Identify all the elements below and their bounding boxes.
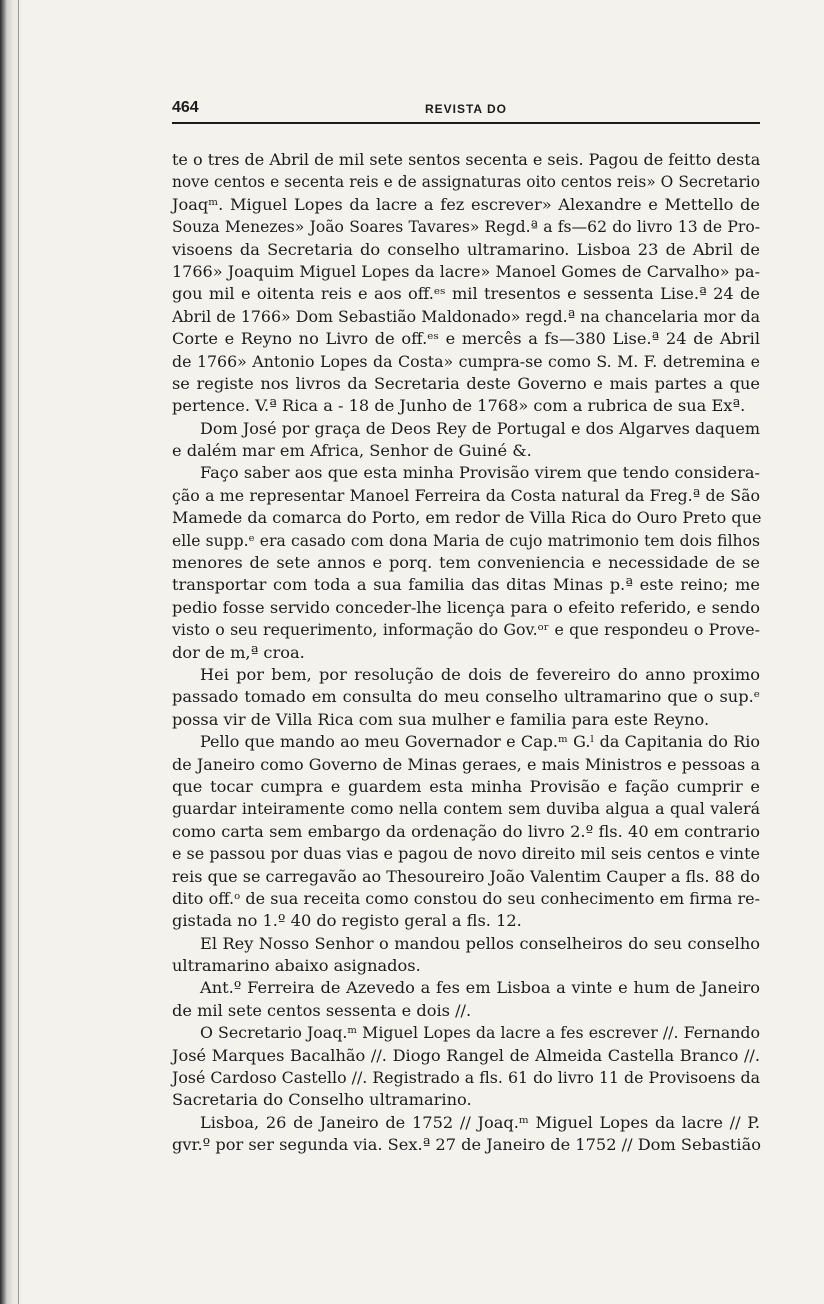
text-line: pertence. V.ª Rica a - 18 de Junho de 1768» com a rubrica de sua Exª. bbox=[172, 396, 746, 416]
text-line: Pello que mando ao meu Governador e Cap.ᵐ G.ˡ da Capitania do Rio bbox=[200, 732, 760, 752]
text-line: menores de sete annos e porq. tem conveniencia e necessidade de se bbox=[172, 553, 760, 573]
text-line: Sacretaria do Conselho ultramarino. bbox=[172, 1090, 472, 1110]
text-line: Ant.º Ferreira de Azevedo a fes em Lisboa a vinte e hum de Janeiro bbox=[200, 978, 760, 998]
document-page bbox=[172, 96, 760, 1157]
text-line: visto o seu requerimento, informação do Gov.ᵒʳ e que respondeu o Prove- bbox=[172, 620, 760, 640]
text-line: como carta sem embargo da ordenação do livro 2.º fls. 40 em contrario bbox=[172, 821, 760, 841]
text-line: elle supp.ᵉ era casado com dona Maria de cujo matrimonio tem dois filhos bbox=[172, 531, 760, 550]
text-line: Faço saber aos que esta minha Provisão virem que tendo considera- bbox=[200, 463, 760, 483]
text-line: se registe nos livros da Secretaria deste Governo e mais partes a que bbox=[172, 373, 760, 393]
text-line: que tocar cumpra e guardem esta minha Provisão e fação cumprir e bbox=[172, 776, 760, 796]
text-line: gistada no 1.º 40 do registo geral a fls. 12. bbox=[172, 911, 522, 931]
text-line: José Cardoso Castello //. Registrado a fls. 61 do livro 11 de Provisoens da bbox=[172, 1068, 760, 1088]
book-gutter-edge bbox=[18, 0, 19, 1304]
text-line: de 1766» Antonio Lopes da Costa» cumpra-se como S. M. F. detremina e bbox=[172, 351, 760, 371]
text-line: Mamede da comarca do Porto, em redor de Villa Rica do Ouro Preto que bbox=[172, 508, 762, 528]
text-line: O Secretario Joaq.ᵐ Miguel Lopes da lacre a fes escrever //. Fernando bbox=[200, 1023, 760, 1043]
text-line: dito off.ᵒ de sua receita como constou do seu conhecimento em firma re- bbox=[172, 888, 760, 908]
text-line: Souza Menezes» João Soares Tavares» Regd.ª a fs—62 do livro 13 de Pro- bbox=[172, 218, 760, 237]
text-line: Dom José por graça de Deos Rey de Portugal e dos Algarves daquem bbox=[200, 418, 760, 438]
text-line: e dalém mar em Africa, Senhor de Guiné &. bbox=[172, 441, 532, 461]
text-line: de mil sete centos sessenta e dois //. bbox=[172, 1000, 472, 1020]
text-line: possa vir de Villa Rica com sua mulher e familia para este Reyno. bbox=[172, 709, 710, 729]
text-line: pedio fosse servido conceder-lhe licença para o efeito referido, e sendo bbox=[172, 597, 760, 617]
text-line: te o tres de Abril de mil sete sentos secenta e seis. Pagou de feitto desta bbox=[172, 150, 761, 169]
text-line: dor de m,ª croa. bbox=[172, 642, 305, 662]
text-line: José Marques Bacalhão //. Diogo Rangel de Almeida Castella Branco //. bbox=[172, 1045, 760, 1065]
text-line: ultramarino abaixo asignados. bbox=[172, 956, 421, 976]
text-line: transportar com toda a sua familia das ditas Minas p.ª este reino; me bbox=[172, 575, 760, 595]
text-line: Abril de 1766» Dom Sebastião Maldonado» regd.ª na chancelaria mor da bbox=[172, 306, 760, 326]
text-line: gou mil e oitenta reis e aos off.ᵉˢ mil tresentos e sessenta Lise.ª 24 de bbox=[172, 284, 760, 304]
text-line: de Janeiro como Governo de Minas geraes, e mais Ministros e pessoas a bbox=[172, 754, 760, 774]
text-line: 1766» Joaquim Miguel Lopes da lacre» Manoel Gomes de Carvalho» pa- bbox=[172, 261, 760, 281]
book-gutter-shadow bbox=[0, 0, 24, 1304]
text-line: e se passou por duas vias e pagou de novo direito mil seis centos e vinte bbox=[172, 844, 760, 864]
text-line: visoens da Secretaria do conselho ultramarino. Lisboa 23 de Abril de bbox=[172, 239, 760, 259]
page-header bbox=[172, 96, 760, 124]
text-line: Corte e Reyno no Livro de off.ᵉˢ e mercês a fs—380 Lise.ª 24 de Abril bbox=[172, 329, 760, 349]
text-line: nove centos e secenta reis e de assignaturas oito centos reis» O Secretario bbox=[172, 173, 760, 192]
body-text bbox=[172, 149, 760, 1157]
text-line: ção a me representar Manoel Ferreira da Costa natural da Freg.ª de São bbox=[172, 485, 760, 505]
text-line: guardar inteiramente como nella contem sem duviba algua a qual valerá bbox=[172, 799, 760, 819]
text-line: reis que se carregavão ao Thesoureiro João Valentim Cauper a fls. 88 do bbox=[172, 866, 760, 886]
text-line: Hei por bem, por resolução de dois de fevereiro do anno proximo bbox=[200, 664, 760, 684]
text-line: Joaqᵐ. Miguel Lopes da lacre a fez escrever» Alexandre e Mettello de bbox=[172, 194, 760, 214]
text-line: gvr.º por ser segunda via. Sex.ª 27 de Janeiro de 1752 // Dom Sebastião bbox=[172, 1135, 761, 1155]
text-line: Lisboa, 26 de Janeiro de 1752 // Joaq.ᵐ Miguel Lopes da lacre // P. bbox=[200, 1112, 760, 1132]
page-number: 464 bbox=[172, 99, 199, 116]
text-line: passado tomado em consulta do meu conselho ultramarino que o sup.ᵉ bbox=[172, 687, 760, 707]
text-line: El Rey Nosso Senhor o mandou pellos conselheiros do seu conselho bbox=[200, 933, 760, 953]
running-head: REVISTA DO bbox=[424, 102, 507, 116]
